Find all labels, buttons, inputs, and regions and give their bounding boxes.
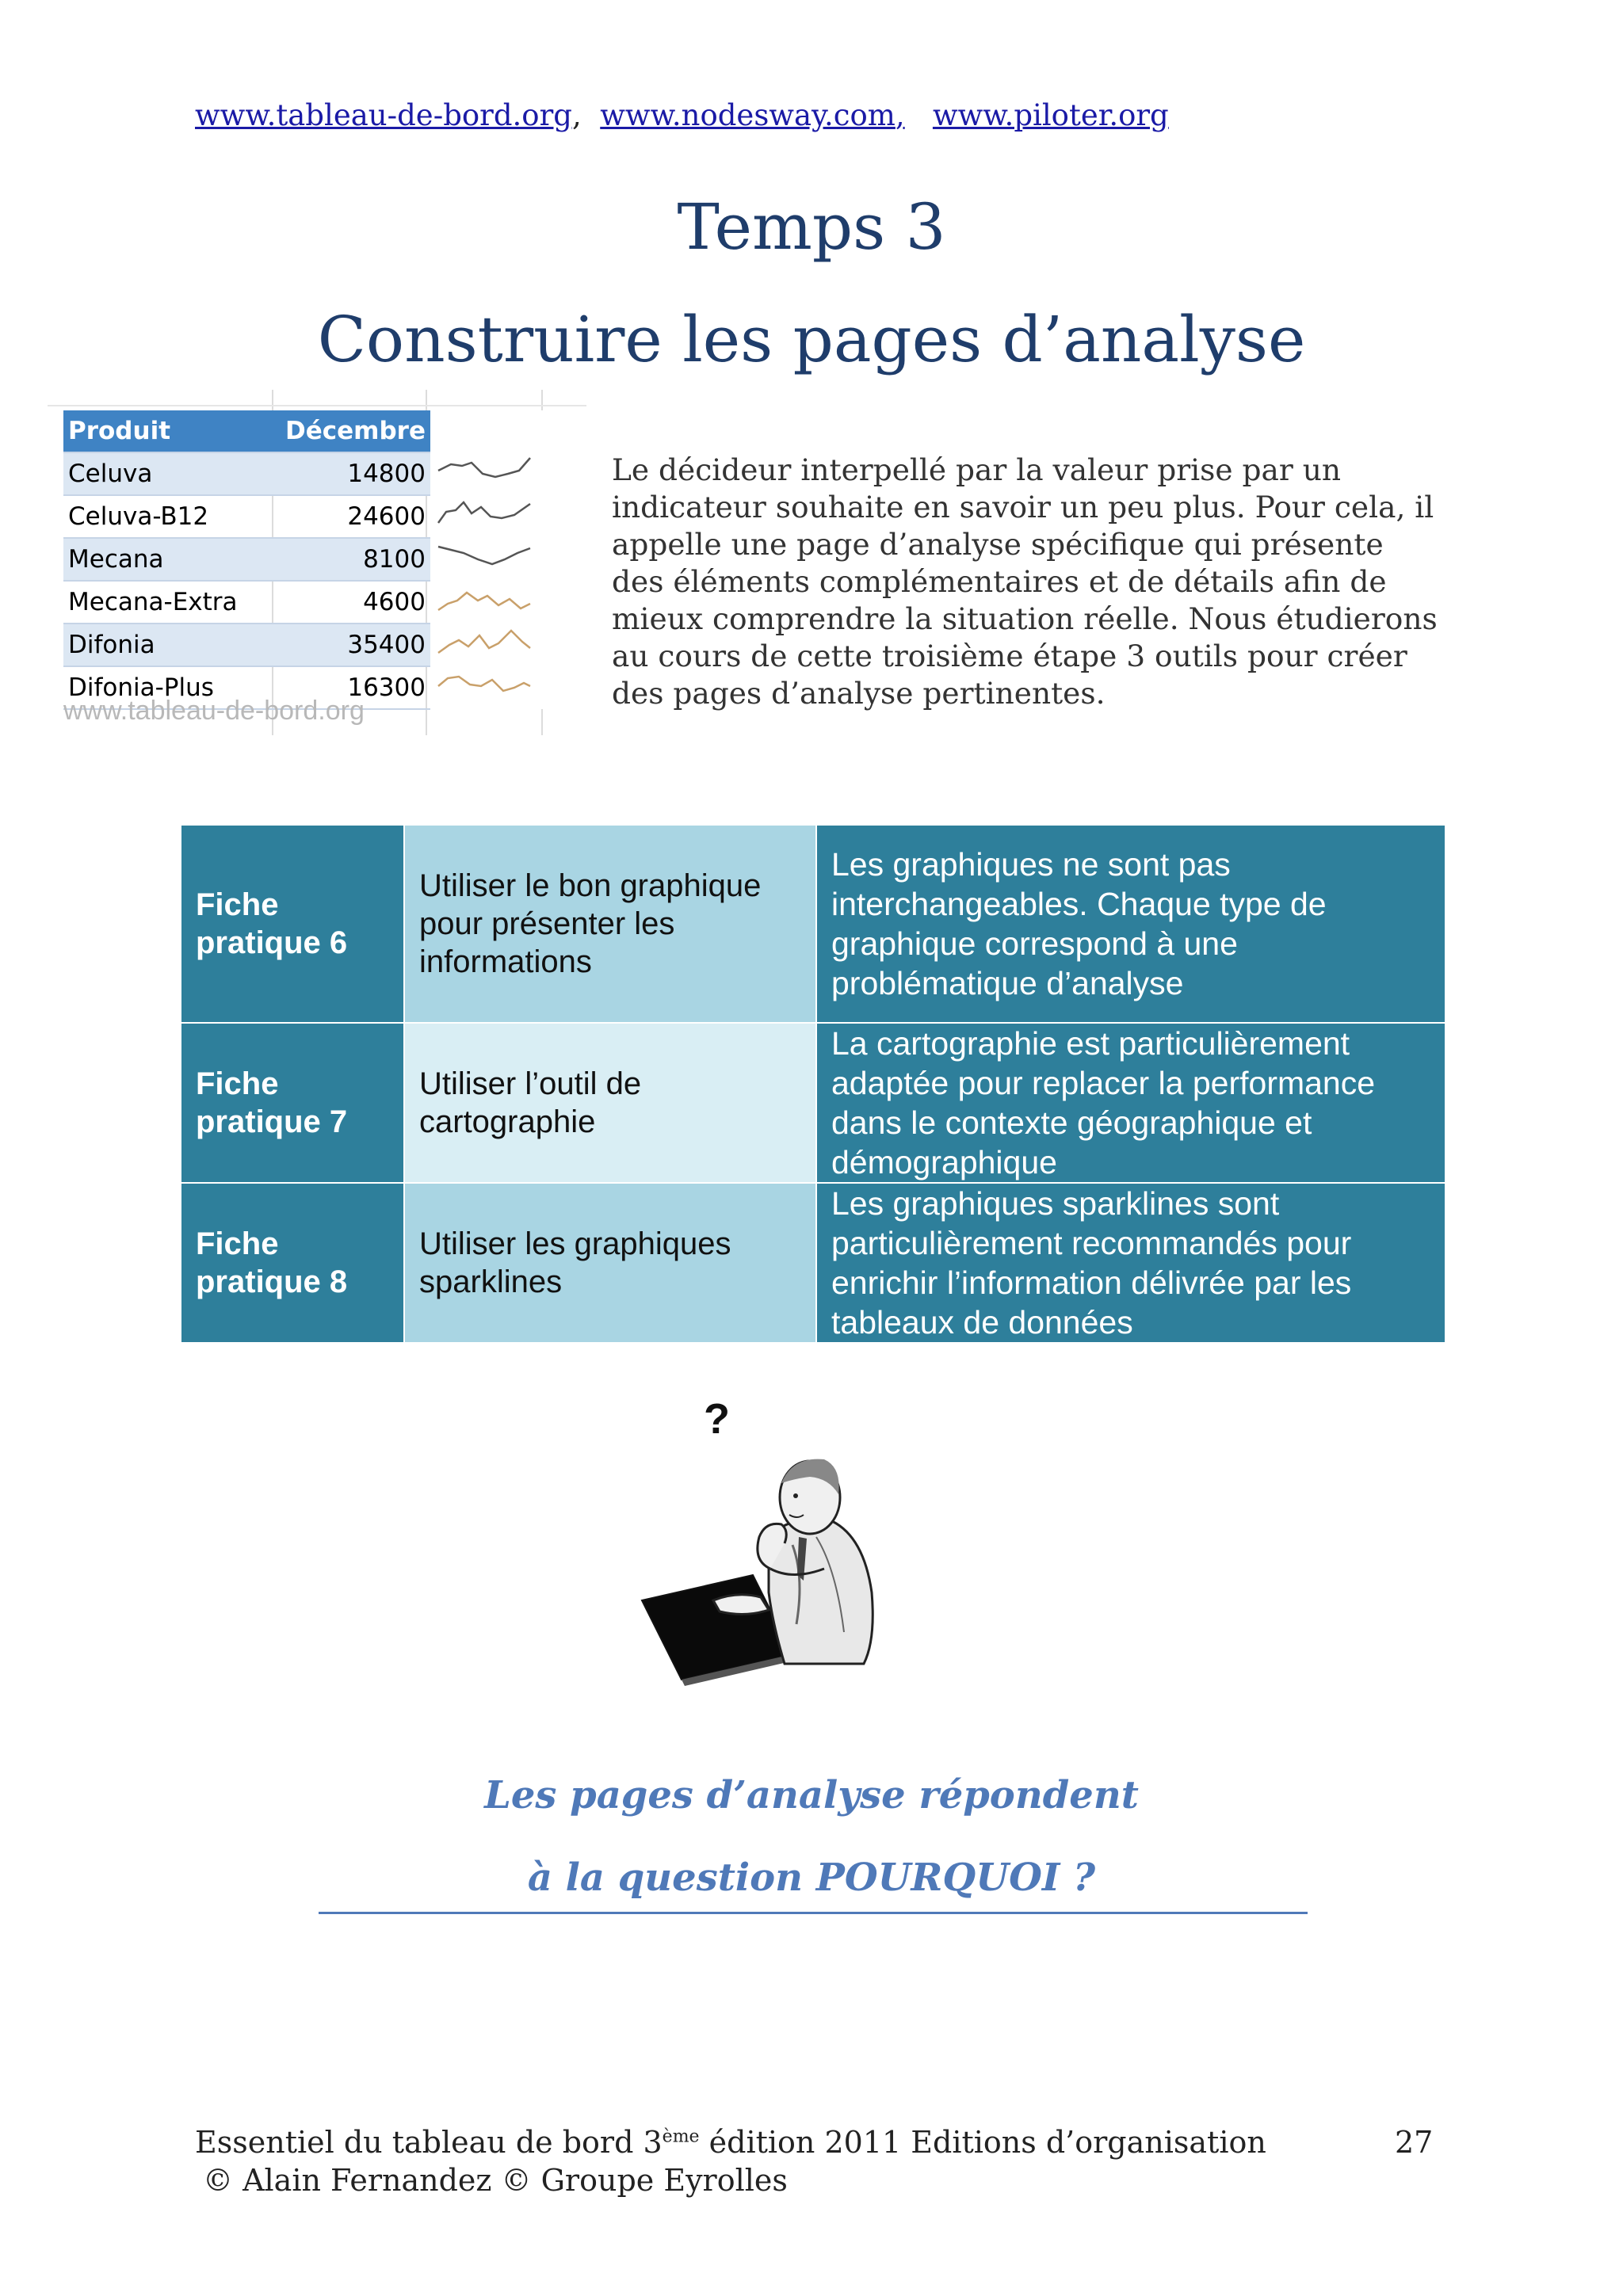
conclusion-line-1: Les pages d’analyse répondent xyxy=(484,1773,1139,1817)
link-tableau-de-bord[interactable]: www.tableau-de-bord.org xyxy=(195,98,572,132)
fiche-description: La cartographie est particulièrement adaptée pour replacer la performance dans le contexte géographique et démographique xyxy=(816,1023,1445,1183)
intro-paragraph: Le décideur interpellé par la valeur prise par un indicateur souhaite en savoir un peu plus. Pour cela, il appelle une page d’analyse spécifique qui présente des éléments complémentaires et de détails afin de mieux comprendre la situation réelle. Nous étudierons au cours de cette troisième étape 3 outils pour créer des pages d’analyse pertinentes. xyxy=(612,452,1438,711)
fiche-title: Utiliser l’outil de cartographie xyxy=(404,1023,816,1183)
link-separator: , xyxy=(895,98,905,132)
page-subtitle: Construire les pages d’analyse xyxy=(317,303,1306,376)
table-row xyxy=(181,1023,1445,1183)
thinking-man-illustration xyxy=(634,1442,896,1688)
fiche-title: Utiliser le bon graphique pour présenter les informations xyxy=(404,825,816,1023)
footer-edition-text: Essentiel du tableau de bord 3 xyxy=(195,2125,663,2160)
product-name: Difonia-Plus xyxy=(63,666,281,709)
product-value: 14800 xyxy=(281,452,430,495)
fiche-description: Les graphiques ne sont pas interchangeables. Chaque type de graphique correspond à une problématique d’analyse xyxy=(816,825,1445,1023)
product-value: 35400 xyxy=(281,624,430,666)
conclusion-line-2: à la question POURQUOI ? xyxy=(527,1855,1096,1900)
conclusion-divider xyxy=(319,1912,1308,1914)
footer-copyright: © Alain Fernandez © Groupe Eyrolles xyxy=(203,2163,788,2198)
product-name: Mecana xyxy=(63,538,281,581)
watermark: www.tableau-de-bord.org xyxy=(63,696,365,726)
fiche-label: Fiche pratique 6 xyxy=(181,825,404,1023)
page-number: 27 xyxy=(1395,2125,1434,2160)
product-value: 24600 xyxy=(281,495,430,538)
table-row xyxy=(63,624,543,666)
product-value: 4600 xyxy=(281,581,430,624)
table-row xyxy=(63,452,543,495)
sparkline-table-image xyxy=(48,390,586,735)
sparkline-chart xyxy=(435,453,533,488)
fiches-table xyxy=(180,824,1446,1344)
product-name: Mecana-Extra xyxy=(63,581,281,624)
product-value: 8100 xyxy=(281,538,430,581)
footer-edition xyxy=(195,2125,1266,2160)
fiche-label: Fiche pratique 8 xyxy=(181,1183,404,1343)
question-mark: ? xyxy=(704,1395,730,1443)
product-value: 16300 xyxy=(281,666,430,709)
sparkline-chart xyxy=(435,667,533,702)
link-separator: , xyxy=(571,98,582,132)
column-header-produit: Produit xyxy=(63,410,281,452)
page-title: Temps 3 xyxy=(677,190,946,264)
link-nodesway[interactable]: www.nodesway.com xyxy=(600,98,896,132)
table-row xyxy=(63,581,543,624)
header-links xyxy=(195,98,1169,132)
sparkline-table xyxy=(63,410,543,710)
fiche-description: Les graphiques sparklines sont particulièrement recommandés pour enrichir l’information délivrée par les tableaux de données xyxy=(816,1183,1445,1343)
sparkline-chart xyxy=(435,539,533,574)
product-name: Celuva-B12 xyxy=(63,495,281,538)
table-row xyxy=(181,825,1445,1023)
footer-edition-text-end: édition 2011 Editions d’organisation xyxy=(699,2125,1266,2160)
column-header-decembre: Décembre xyxy=(281,410,430,452)
fiche-title: Utiliser les graphiques sparklines xyxy=(404,1183,816,1343)
table-row xyxy=(63,495,543,538)
footer-edition-sup: ème xyxy=(662,2126,700,2147)
product-name: Difonia xyxy=(63,624,281,666)
sparkline-chart xyxy=(435,582,533,616)
sparkline-chart xyxy=(435,496,533,531)
table-row xyxy=(181,1183,1445,1343)
table-row xyxy=(63,538,543,581)
fiche-label: Fiche pratique 7 xyxy=(181,1023,404,1183)
link-piloter[interactable]: www.piloter.org xyxy=(932,98,1169,132)
sparkline-chart xyxy=(435,624,533,659)
product-name: Celuva xyxy=(63,452,281,495)
